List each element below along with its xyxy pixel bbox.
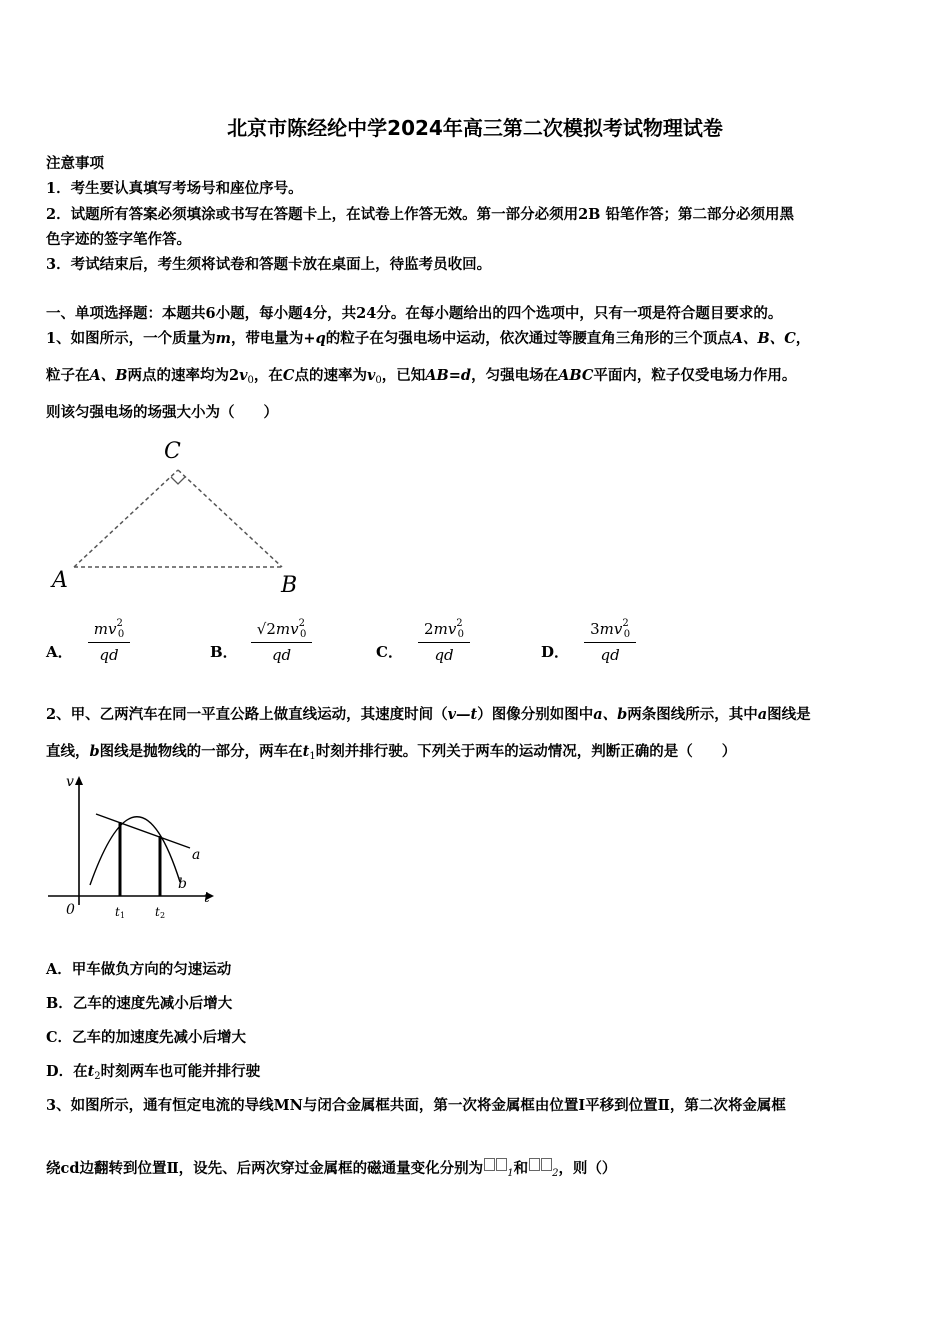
- q2-option-c[interactable]: C．乙车的加速度先减小后增大: [46, 1029, 247, 1046]
- curve-b: [90, 817, 180, 885]
- notice-item: 色字迹的签字笔作答。: [46, 231, 191, 248]
- missing-glyph-icon: [484, 1158, 495, 1171]
- notice-heading: 注意事项: [46, 155, 104, 172]
- vertex-label-a: A: [52, 568, 68, 593]
- q1-option-b[interactable]: B． $\frac{√2mv_{20}}{qd}$: [210, 620, 312, 664]
- q1-option-d[interactable]: D． $\frac{3mv_{20}}{qd}$: [541, 620, 636, 664]
- curve-b-label: b: [178, 876, 187, 892]
- t2-label: t: [155, 905, 160, 919]
- q2-line2: 直线，b图线是抛物线的一部分，两车在$t_1$时刻并排行驶。下列关于两车的运动情况，判断正确的是（ ）: [46, 743, 737, 762]
- section-heading: 一、单项选择题：本题共6小题，每小题4分，共24分。在每小题给出的四个选项中，只有一项是符合题目要求的。: [46, 305, 783, 322]
- q2-line1: 2、甲、乙两汽车在同一平直公路上做直线运动，其速度时间（v—t）图像分别如图中a、b两条图线所示，其中a图线是: [46, 706, 811, 723]
- q2-option-d[interactable]: D．在$t_2$时刻两车也可能并排行驶: [46, 1063, 261, 1082]
- page-title: 北京市陈经纶中学2024年高三第二次模拟考试物理试卷: [227, 116, 723, 140]
- q3-line2: 绕cd边翻转到位置Ⅱ，设先、后两次穿过金属框的磁通量变化分别为 $_1$和 $_2$，则（）: [46, 1160, 617, 1179]
- vertex-label-c: C: [164, 439, 181, 464]
- triangle-side-cb: [178, 470, 282, 567]
- notice-item: 1．考生要认真填写考场号和座位序号。: [46, 180, 303, 197]
- t1-label-sub: 1: [120, 911, 126, 920]
- triangle-side-ac: [74, 470, 178, 567]
- vertex-label-b: B: [281, 573, 298, 598]
- missing-glyph-icon: [529, 1158, 540, 1171]
- notice-item: 3．考试结束后，考生须将试卷和答题卡放在桌面上，待监考员收回。: [46, 256, 492, 273]
- line-a-label: a: [192, 847, 201, 863]
- t1-label: t: [115, 905, 120, 919]
- q2-option-b[interactable]: B．乙车的速度先减小后增大: [46, 995, 233, 1012]
- q1-line1: 1、如图所示，一个质量为m，带电量为+q的粒子在匀强电场中运动，依次通过等腰直角三角形的三个顶点A、B、C，: [46, 330, 811, 347]
- t2-label-sub: 2: [160, 911, 166, 920]
- q1-option-a[interactable]: A． $\frac{mv_{20}}{qd}$: [46, 620, 130, 664]
- q1-triangle-figure: [46, 432, 316, 602]
- q2-vt-graph: [44, 770, 224, 930]
- line-a: [96, 814, 190, 848]
- v-axis-label: v: [66, 774, 74, 790]
- q1-option-c[interactable]: C． $\frac{2mv_{20}}{qd}$: [376, 620, 470, 664]
- notice-item: 2．试题所有答案必须填涂或书写在答题卡上，在试卷上作答无效。第一部分必须用2B 铅笔作答；第二部分必须用黑: [46, 206, 794, 223]
- right-angle-mark: [171, 477, 185, 484]
- q3-line1: 3、如图所示，通有恒定电流的导线MN与闭合金属框共面，第一次将金属框由位置Ⅰ平移到位置Ⅱ，第二次将金属框: [46, 1097, 786, 1114]
- origin-label: 0: [66, 902, 75, 918]
- q1-line2: 粒子在A、B两点的速率均为$2v_0$，在C点的速率为$v_0$，已知AB=d，匀强电场在ABC平面内，粒子仅受电场力作用。: [46, 367, 797, 386]
- missing-glyph-icon: [541, 1158, 552, 1171]
- v-axis-arrow-icon: [75, 776, 83, 785]
- missing-glyph-icon: [496, 1158, 507, 1171]
- q1-line3: 则该匀强电场的场强大小为（ ）: [46, 404, 278, 421]
- q2-option-a[interactable]: A．甲车做负方向的匀速运动: [46, 961, 232, 978]
- t-axis-label: t: [204, 890, 210, 906]
